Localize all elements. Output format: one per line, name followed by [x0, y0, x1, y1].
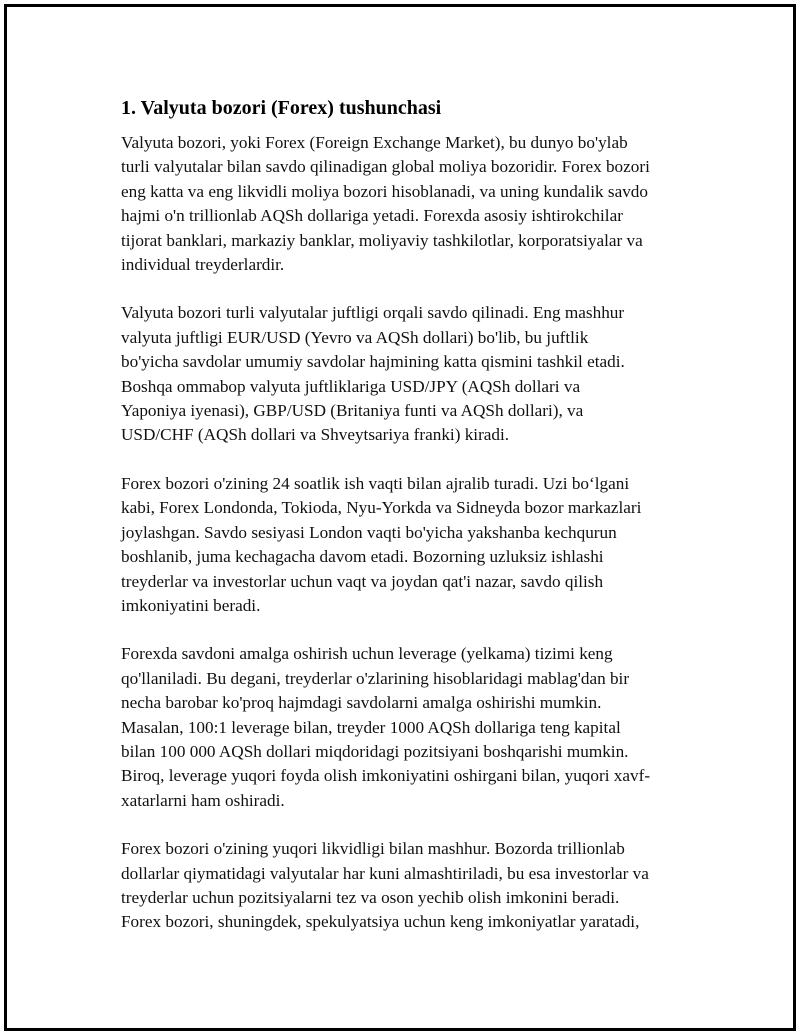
text-line: qo'llaniladi. Bu degani, treyderlar o'zlarining hisoblaridagi mablag'dan bir — [121, 668, 630, 688]
paragraph-1 — [121, 131, 701, 277]
text-line: boshlanib, juma kechagacha davom etadi. Bozorning uzluksiz ishlashi — [121, 547, 604, 567]
text-line: Valyuta bozori, yoki Forex (Foreign Exchange Market), bu dunyo bo'ylab — [121, 133, 628, 152]
text-line: USD/CHF (AQSh dollari va Shveytsariya franki) kiradi. — [121, 425, 510, 445]
text-line: Forexda savdoni amalga oshirish uchun leverage (yelkama) tizimi keng — [121, 644, 613, 664]
text-line: treyderlar uchun pozitsiyalarni tez va oson yechib olish imkonini beradi. — [121, 887, 620, 907]
text-line: Forex bozori, shuningdek, spekulyatsiya uchun keng imkoniyatlar yaratadi, — [121, 912, 640, 932]
text-line: eng katta va eng likvidli moliya bozori hisoblanadi, va uning kundalik savdo — [121, 181, 648, 201]
text-line: Boshqa ommabop valyuta juftliklariga USD/JPY (AQSh dollari va — [121, 376, 581, 396]
text-line: bo'yicha savdolar umumiy savdolar hajmining katta qismini tashkil etadi. — [121, 352, 625, 372]
section-heading: 1. Valyuta bozori (Forex) tushunchasi — [121, 97, 442, 119]
text-line: tijorat banklari, markaziy banklar, moliyaviy tashkilotlar, korporatsiyalar va — [121, 230, 643, 250]
page-frame — [4, 4, 796, 1031]
text-line: Valyuta bozori turli valyutalar juftligi orqali savdo qilinadi. Eng mashhur — [121, 303, 625, 323]
text-line: individual treyderlardir. — [121, 255, 285, 275]
text-line: dollarlar qiymatidagi valyutalar har kuni almashtiriladi, bu esa investorlar va — [121, 863, 649, 883]
text-line: turli valyutalar bilan savdo qilinadigan global moliya bozoridir. Forex bozori — [121, 157, 650, 177]
text-line: kabi, Forex Londonda, Tokioda, Nyu-Yorkda va Sidneyda bozor markazlari — [121, 498, 642, 518]
document-body — [121, 95, 701, 959]
text-line: Biroq, leverage yuqori foyda olish imkoniyatini oshirgani bilan, yuqori xavf- — [121, 766, 651, 786]
paragraph-2 — [121, 301, 701, 447]
text-line: valyuta juftligi EUR/USD (Yevro va AQSh dollari) bo'lib, bu juftlik — [121, 327, 589, 347]
text-line: Masalan, 100:1 leverage bilan, treyder 1000 AQSh dollariga teng kapital — [121, 717, 621, 737]
text-line: imkoniyatini beradi. — [121, 595, 261, 615]
text-line: bilan 100 000 AQSh dollari miqdoridagi pozitsiyani boshqarishi mumkin. — [121, 741, 629, 761]
paragraph-5 — [121, 837, 701, 935]
text-line: Yaponiya iyenasi), GBP/USD (Britaniya funti va AQSh dollari), va — [121, 401, 584, 421]
paragraph-4 — [121, 642, 701, 813]
text-line: necha barobar ko'proq hajmdagi savdolarni amalga oshirishi mumkin. — [121, 693, 602, 713]
text-line: joylashgan. Savdo sesiyasi London vaqti bo'yicha yakshanba kechqurun — [121, 522, 617, 542]
text-line: Forex bozori o'zining yuqori likvidligi bilan mashhur. Bozorda trillionlab — [121, 839, 625, 859]
text-line: Forex bozori o'zining 24 soatlik ish vaqti bilan ajralib turadi. Uzi bo‘lgani — [121, 473, 630, 493]
text-line: hajmi o'n trillionlab AQSh dollariga yetadi. Forexda asosiy ishtirokchilar — [121, 206, 623, 226]
paragraph-3 — [121, 472, 701, 618]
text-line: xatarlarni ham oshiradi. — [121, 790, 285, 810]
text-line: treyderlar va investorlar uchun vaqt va joydan qat'i nazar, savdo qilish — [121, 571, 604, 591]
